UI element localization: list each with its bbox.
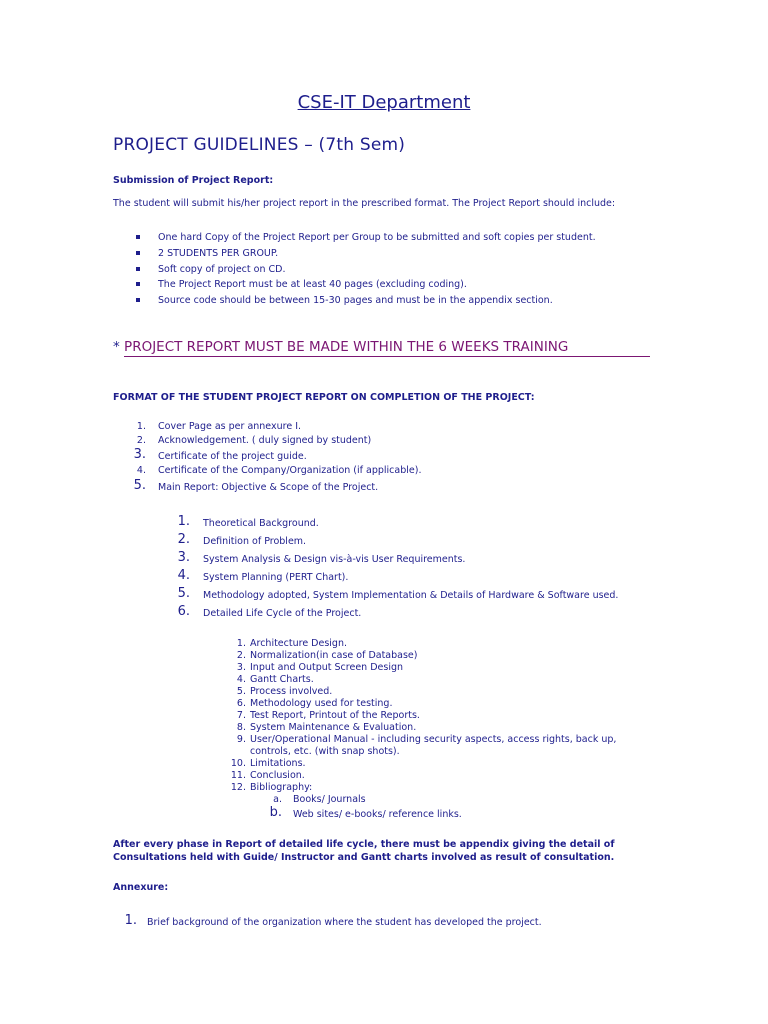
bullet-square-icon <box>136 251 140 255</box>
list-item: Cover Page as per annexure I. <box>158 421 302 432</box>
submission-intro: The student will submit his/her project report in the prescribed format. The Project Report should include: <box>113 198 616 209</box>
list-number: 2. <box>236 650 246 661</box>
list-item: System Analysis & Design vis-à-vis User Requirements. <box>203 554 466 565</box>
list-item: Bibliography: <box>250 782 313 793</box>
appendix-note-line-1: After every phase in Report of detailed life cycle, there must be appendix giving the detail of <box>113 839 615 850</box>
list-item: Certificate of the Company/Organization (if applicable). <box>158 465 422 476</box>
list-number: 1. <box>136 421 146 432</box>
list-number: 4. <box>177 568 190 583</box>
list-item: Main Report: Objective & Scope of the Project. <box>158 482 379 493</box>
list-item: Methodology used for testing. <box>250 698 393 709</box>
list-number: 4. <box>136 465 146 476</box>
list-number: 2. <box>136 435 146 446</box>
list-number: a. <box>273 794 282 805</box>
list-item: Brief background of the organization where the student has developed the project. <box>147 917 542 928</box>
list-number: 11. <box>230 770 246 781</box>
list-number: 7. <box>236 710 246 721</box>
training-banner <box>113 339 568 355</box>
bullet-square-icon <box>136 267 140 271</box>
list-number: 4. <box>236 674 246 685</box>
list-item: The Project Report must be at least 40 pages (excluding coding). <box>158 279 467 290</box>
list-number: 8. <box>236 722 246 733</box>
list-item: Detailed Life Cycle of the Project. <box>203 608 362 619</box>
list-item: Methodology adopted, System Implementation & Details of Hardware & Software used. <box>203 590 619 601</box>
list-number: 6. <box>236 698 246 709</box>
list-item: System Maintenance & Evaluation. <box>250 722 417 733</box>
list-item: Theoretical Background. <box>203 518 319 529</box>
list-item: Test Report, Printout of the Reports. <box>250 710 420 721</box>
list-item-continuation: controls, etc. (with snap shots). <box>250 746 400 757</box>
banner-text: PROJECT REPORT MUST BE MADE WITHIN THE 6 WEEKS TRAINING <box>124 339 569 355</box>
list-item: Books/ Journals <box>293 794 366 805</box>
list-item: Normalization(in case of Database) <box>250 650 418 661</box>
list-number: 6. <box>177 604 190 619</box>
appendix-note-line-2: Consultations held with Guide/ Instructor and Gantt charts involved as result of consultation. <box>113 852 615 863</box>
list-item: System Planning (PERT Chart). <box>203 572 349 583</box>
banner-underline <box>124 356 650 357</box>
department-title: CSE-IT Department <box>297 92 471 113</box>
list-number: 10. <box>230 758 246 769</box>
list-item: Architecture Design. <box>250 638 347 649</box>
list-item: Conclusion. <box>250 770 305 781</box>
bullet-square-icon <box>136 282 140 286</box>
banner-star: * <box>113 339 120 355</box>
list-item: Certificate of the project guide. <box>158 451 307 462</box>
list-item: Acknowledgement. ( duly signed by student) <box>158 435 372 446</box>
list-number: 3. <box>177 550 190 565</box>
list-item: 2 STUDENTS PER GROUP. <box>158 248 279 259</box>
list-number: 5. <box>177 586 190 601</box>
format-heading: FORMAT OF THE STUDENT PROJECT REPORT ON COMPLETION OF THE PROJECT: <box>113 392 535 403</box>
list-item: Input and Output Screen Design <box>250 662 404 673</box>
list-item: Process involved. <box>250 686 333 697</box>
list-number: 5. <box>133 478 146 493</box>
list-number: b. <box>269 805 282 820</box>
list-number: 1. <box>236 638 246 649</box>
bullet-square-icon <box>136 298 140 302</box>
list-number: 3. <box>236 662 246 673</box>
annexure-heading: Annexure: <box>113 882 169 893</box>
list-item: Limitations. <box>250 758 306 769</box>
list-item: One hard Copy of the Project Report per Group to be submitted and soft copies per student. <box>158 232 596 243</box>
list-number: 1. <box>177 514 190 529</box>
list-number: 5. <box>236 686 246 697</box>
list-number: 3. <box>133 447 146 462</box>
list-item: Gantt Charts. <box>250 674 314 685</box>
list-item: Web sites/ e-books/ reference links. <box>293 809 462 820</box>
list-number: 2. <box>177 532 190 547</box>
submission-heading: Submission of Project Report: <box>113 175 274 186</box>
list-number: 9. <box>236 734 246 745</box>
list-number: 12. <box>230 782 246 793</box>
list-item: User/Operational Manual - including security aspects, access rights, back up, <box>250 734 617 745</box>
list-item: Soft copy of project on CD. <box>158 264 286 275</box>
bullet-square-icon <box>136 235 140 239</box>
page-title: PROJECT GUIDELINES – (7th Sem) <box>113 135 406 155</box>
list-item: Definition of Problem. <box>203 536 307 547</box>
list-number: 1. <box>124 913 137 928</box>
list-item: Source code should be between 15-30 pages and must be in the appendix section. <box>158 295 553 306</box>
